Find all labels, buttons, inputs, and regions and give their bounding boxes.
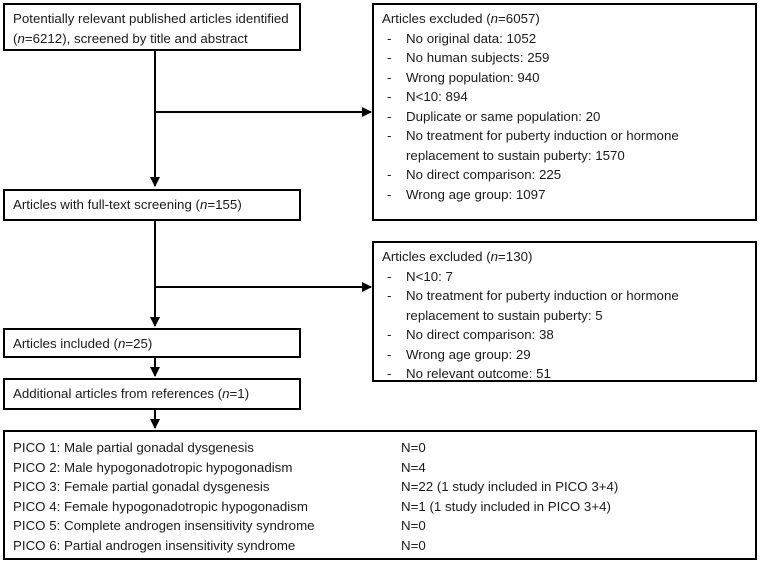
list-item-text: No direct comparison: 225 — [406, 167, 562, 182]
list-item-text: No treatment for puberty induction or hormone replacement to sustain puberty: 5 — [406, 288, 679, 323]
pico-value: N=1 (1 study included in PICO 3+4) — [401, 498, 611, 514]
pico-value: N=0 — [401, 518, 426, 533]
bullet-dash: - — [387, 268, 392, 284]
list-item — [382, 345, 747, 365]
bullet-dash: - — [387, 346, 392, 362]
list-item — [382, 68, 747, 88]
excluded2-heading — [382, 247, 747, 267]
pico-label: PICO 1: Male partial gonadal dysgenesis — [13, 440, 254, 455]
fulltext-count: =155) — [207, 197, 242, 212]
pico-row-6 — [13, 536, 747, 556]
excluded1-heading-pre: Articles excluded ( — [382, 11, 491, 26]
bullet-dash: - — [387, 366, 392, 381]
list-item — [382, 107, 747, 127]
identified-n-symbol: n — [17, 30, 25, 46]
pico-row-5 — [13, 516, 747, 536]
bullet-dash: - — [387, 186, 392, 202]
excluded-articles-box-1 — [372, 3, 757, 221]
pico-label: PICO 6: Partial androgen insensitivity syndrome — [13, 537, 296, 553]
additional-n-symbol: n — [222, 386, 230, 401]
fulltext-label-pre: Articles with full-text screening ( — [13, 197, 200, 212]
bullet-dash: - — [387, 327, 392, 342]
list-item-text: N<10: 7 — [406, 268, 453, 284]
excluded1-n-symbol: n — [490, 11, 499, 26]
included-n-symbol: n — [117, 336, 126, 351]
list-item — [382, 185, 747, 205]
fulltext-label — [13, 195, 291, 215]
list-item-text: No relevant outcome: 51 — [406, 366, 551, 381]
list-item — [382, 48, 747, 68]
pico-label: PICO 3: Female partial gonadal dysgenesis — [13, 479, 270, 494]
bullet-dash: - — [387, 288, 392, 303]
list-item — [382, 286, 747, 325]
excluded2-count: =130) — [498, 249, 533, 264]
pico-label: PICO 5: Complete androgen insensitivity syndrome — [13, 518, 315, 533]
pico-summary-box — [3, 430, 757, 560]
pico-row-4 — [13, 497, 747, 517]
excluded2-n-symbol: n — [490, 249, 499, 264]
list-item — [382, 267, 747, 287]
additional-label-pre: Additional articles from references ( — [13, 386, 223, 401]
pico-value: N=22 (1 study included in PICO 3+4) — [401, 479, 619, 494]
identified-articles-box — [3, 3, 301, 51]
pico-value: N=0 — [401, 440, 426, 455]
list-item-text: Wrong age group: 1097 — [406, 186, 546, 202]
additional-articles-box — [3, 378, 301, 410]
list-item — [382, 165, 747, 185]
excluded2-heading-pre: Articles excluded ( — [382, 249, 491, 264]
included-count: =25) — [125, 336, 153, 351]
bullet-dash: - — [387, 108, 392, 124]
fulltext-n-symbol: n — [199, 197, 208, 212]
list-item-text: Wrong population: 940 — [406, 69, 540, 85]
list-item — [382, 29, 747, 49]
fulltext-screening-box — [3, 189, 301, 221]
list-item-text: No treatment for puberty induction or hormone replacement to sustain puberty: 1570 — [406, 128, 679, 163]
excluded1-heading — [382, 9, 747, 29]
pico-value: N=0 — [401, 537, 426, 553]
included-label-pre: Articles included ( — [13, 336, 118, 351]
bullet-dash: - — [387, 167, 392, 182]
list-item-text: Duplicate or same population: 20 — [406, 108, 601, 124]
pico-label: PICO 2: Male hypogonadotropic hypogonadism — [13, 459, 293, 475]
included-label — [13, 334, 291, 354]
excluded1-list — [382, 29, 747, 205]
excluded-articles-box-2 — [372, 241, 757, 382]
identified-count: =6212), screened by title and abstract — [24, 30, 248, 46]
identified-line2: (n=6212), screened by title and abstract — [13, 30, 248, 46]
list-item — [382, 325, 747, 345]
list-item-text: Wrong age group: 29 — [406, 346, 531, 362]
additional-count: =1) — [229, 386, 250, 401]
list-item-text: No original data: 1052 — [406, 30, 537, 46]
excluded2-list — [382, 267, 747, 384]
bullet-dash: - — [387, 128, 392, 143]
excluded1-count: =6057) — [498, 11, 540, 26]
pico-row-2 — [13, 458, 747, 478]
included-articles-box — [3, 328, 301, 358]
bullet-dash: - — [387, 89, 392, 104]
list-item — [382, 87, 747, 107]
list-item-text: No direct comparison: 38 — [406, 327, 554, 342]
additional-label — [13, 384, 291, 404]
list-item — [382, 364, 747, 384]
pico-value: N=4 — [401, 459, 426, 475]
bullet-dash: - — [387, 69, 392, 85]
list-item — [382, 126, 747, 165]
list-item-text: No human subjects: 259 — [406, 50, 550, 65]
bullet-dash: - — [387, 30, 392, 46]
identified-line1: Potentially relevant published articles identified — [13, 11, 289, 26]
list-item-text: N<10: 894 — [406, 89, 468, 104]
bullet-dash: - — [387, 50, 392, 65]
pico-label: PICO 4: Female hypogonadotropic hypogonadism — [13, 498, 308, 514]
pico-row-3 — [13, 477, 747, 497]
pico-row-1 — [13, 438, 747, 458]
